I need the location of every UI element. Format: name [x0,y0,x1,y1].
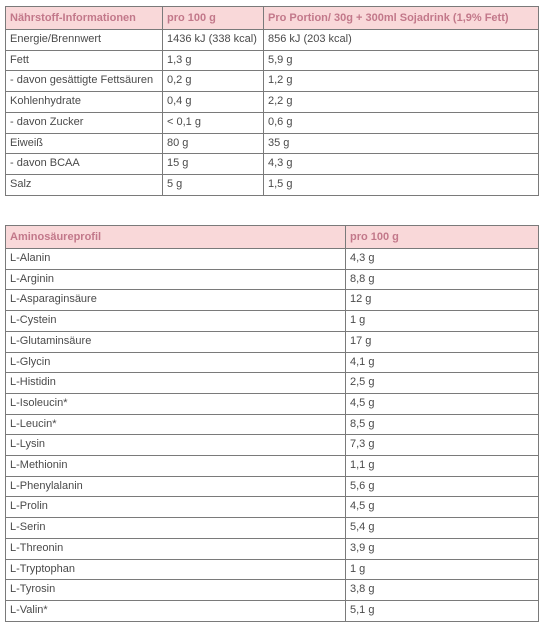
table-row [6,133,539,154]
nutrient-name-cell: Energie/Brennwert [6,30,163,51]
amino-acid-table [5,225,539,622]
table-row [6,414,539,435]
table-row [6,154,539,175]
nutrition-header-nutrient: Nährstoff-Informationen [6,7,163,30]
nutrient-name-cell: - davon gesättigte Fettsäuren [6,71,163,92]
per-100g-cell: 0,4 g [163,92,264,113]
per-portion-cell: 856 kJ (203 kcal) [264,30,539,51]
per-100g-cell: 1 g [346,311,539,332]
per-100g-cell: 1,1 g [346,456,539,477]
table-row [6,476,539,497]
amino-acid-name-cell: L-Phenylalanin [6,476,346,497]
per-100g-cell: 5,1 g [346,600,539,621]
amino-header-row [6,226,539,249]
nutrition-header-row [6,7,539,30]
table-row [6,30,539,51]
nutrient-name-cell: Kohlenhydrate [6,92,163,113]
nutrient-name-cell: Eiweiß [6,133,163,154]
amino-acid-name-cell: L-Methionin [6,456,346,477]
nutrient-name-cell: - davon Zucker [6,112,163,133]
table-row [6,112,539,133]
per-100g-cell: 2,5 g [346,373,539,394]
nutrient-name-cell: Salz [6,174,163,195]
amino-body [6,249,539,622]
amino-acid-name-cell: L-Threonin [6,538,346,559]
amino-acid-name-cell: L-Glycin [6,352,346,373]
amino-acid-name-cell: L-Prolin [6,497,346,518]
nutrition-header-per-portion: Pro Portion/ 30g + 300ml Sojadrink (1,9% Fett) [264,7,539,30]
amino-acid-name-cell: L-Serin [6,518,346,539]
nutrition-table [5,6,539,196]
per-100g-cell: 15 g [163,154,264,175]
table-row [6,559,539,580]
table-row [6,456,539,477]
per-100g-cell: 5,4 g [346,518,539,539]
table-row [6,435,539,456]
amino-acid-name-cell: L-Isoleucin* [6,393,346,414]
per-portion-cell: 2,2 g [264,92,539,113]
per-100g-cell: 80 g [163,133,264,154]
per-100g-cell: 1436 kJ (338 kcal) [163,30,264,51]
amino-acid-name-cell: L-Leucin* [6,414,346,435]
per-100g-cell: 1,3 g [163,50,264,71]
per-100g-cell: 5,6 g [346,476,539,497]
amino-header-profile: Aminosäureprofil [6,226,346,249]
amino-acid-name-cell: L-Cystein [6,311,346,332]
per-100g-cell: 3,8 g [346,580,539,601]
table-row [6,269,539,290]
per-100g-cell: 7,3 g [346,435,539,456]
amino-acid-name-cell: L-Lysin [6,435,346,456]
amino-acid-name-cell: L-Tryptophan [6,559,346,580]
nutrition-header-per-100g: pro 100 g [163,7,264,30]
per-100g-cell: 5 g [163,174,264,195]
table-row [6,174,539,195]
per-100g-cell: 3,9 g [346,538,539,559]
table-row [6,352,539,373]
per-portion-cell: 5,9 g [264,50,539,71]
table-row [6,71,539,92]
nutrition-body [6,30,539,196]
table-row [6,393,539,414]
table-row [6,600,539,621]
table-row [6,249,539,270]
amino-acid-name-cell: L-Valin* [6,600,346,621]
table-row [6,311,539,332]
amino-header-per-100g: pro 100 g [346,226,539,249]
per-100g-cell: < 0,1 g [163,112,264,133]
amino-acid-name-cell: L-Histidin [6,373,346,394]
per-100g-cell: 1 g [346,559,539,580]
per-100g-cell: 4,1 g [346,352,539,373]
amino-acid-name-cell: L-Glutaminsäure [6,331,346,352]
table-row [6,92,539,113]
table-row [6,538,539,559]
per-portion-cell: 35 g [264,133,539,154]
nutrient-name-cell: - davon BCAA [6,154,163,175]
per-100g-cell: 8,5 g [346,414,539,435]
amino-acid-name-cell: L-Arginin [6,269,346,290]
table-row [6,373,539,394]
table-row [6,290,539,311]
per-100g-cell: 4,5 g [346,497,539,518]
per-portion-cell: 0,6 g [264,112,539,133]
per-100g-cell: 8,8 g [346,269,539,290]
per-100g-cell: 4,3 g [346,249,539,270]
table-row [6,50,539,71]
amino-acid-name-cell: L-Asparaginsäure [6,290,346,311]
table-row [6,580,539,601]
table-row [6,331,539,352]
per-100g-cell: 4,5 g [346,393,539,414]
per-100g-cell: 12 g [346,290,539,311]
per-portion-cell: 1,2 g [264,71,539,92]
per-100g-cell: 0,2 g [163,71,264,92]
amino-acid-name-cell: L-Alanin [6,249,346,270]
nutrient-name-cell: Fett [6,50,163,71]
per-portion-cell: 1,5 g [264,174,539,195]
per-100g-cell: 17 g [346,331,539,352]
per-portion-cell: 4,3 g [264,154,539,175]
table-row [6,497,539,518]
table-row [6,518,539,539]
amino-acid-name-cell: L-Tyrosin [6,580,346,601]
